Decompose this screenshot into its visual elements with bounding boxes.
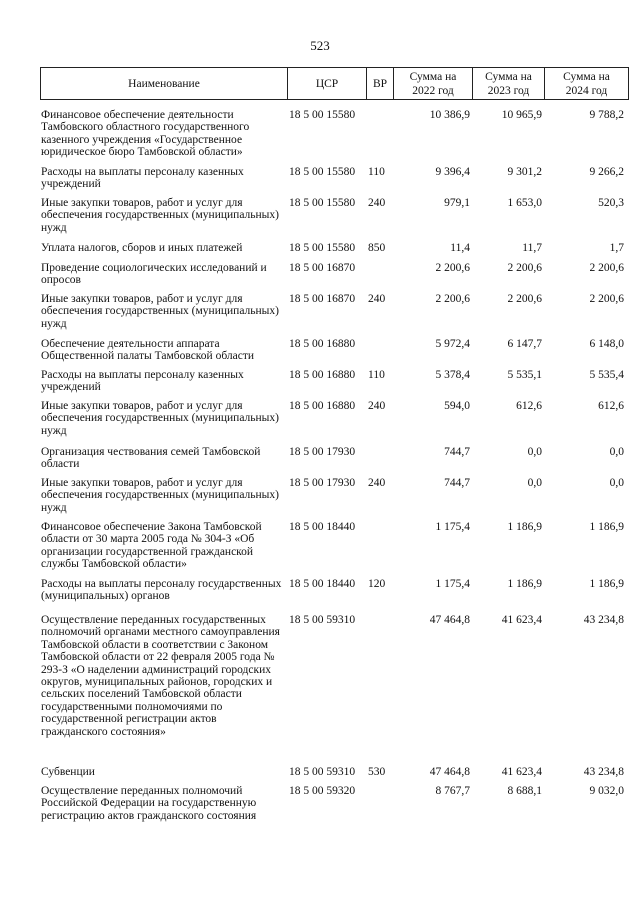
- row-sum-2022: 9 396,4: [435, 166, 470, 178]
- row-sum-2024: 2 200,6: [589, 262, 624, 274]
- row-sum-2023: 1 186,9: [507, 578, 542, 590]
- row-sum-2023: 0,0: [527, 446, 542, 458]
- row-csr-code: 18 5 00 15580: [289, 109, 356, 121]
- row-sum-2022: 5 378,4: [435, 369, 470, 381]
- row-sum-2023: 2 200,6: [507, 293, 542, 305]
- row-name: Расходы на выплаты персоналу государственных (муниципальных) органов: [41, 578, 282, 603]
- row-sum-2024: 520,3: [598, 197, 624, 209]
- header-sum-2023: Сумма на 2023 год: [473, 68, 545, 99]
- header-sum-2022: Сумма на 2022 год: [394, 68, 473, 99]
- header-vr: ВР: [367, 68, 394, 99]
- row-sum-2022: 1 175,4: [435, 521, 470, 533]
- row-sum-2023: 10 965,9: [501, 109, 542, 121]
- row-sum-2023: 11,7: [522, 242, 542, 254]
- row-sum-2023: 41 623,4: [501, 766, 542, 778]
- row-sum-2024: 9 788,2: [589, 109, 624, 121]
- row-sum-2023: 1 653,0: [507, 197, 542, 209]
- row-sum-2024: 1 186,9: [589, 521, 624, 533]
- row-sum-2024: 2 200,6: [589, 293, 624, 305]
- row-vr-code: 120: [368, 578, 386, 590]
- row-name: Осуществление переданных государственных полномочий органами местного самоуправления Тамбовской области в соответствии с Законом Тамбовской области от 22 февраля 2005 года № 293-З «О наделении администраций городских округов, муниципальных районов, городских и сельских поселений Тамбовской области государственными полномочиями по государственной регистрации актов гражданского состояния»: [41, 614, 280, 738]
- row-name: Иные закупки товаров, работ и услуг для обеспечения государственных (муниципальных) нужд: [41, 293, 279, 330]
- row-sum-2024: 43 234,8: [583, 766, 624, 778]
- row-sum-2022: 5 972,4: [435, 338, 470, 350]
- row-vr-code: 110: [368, 166, 385, 178]
- row-sum-2022: 979,1: [444, 197, 470, 209]
- row-sum-2022: 47 464,8: [429, 766, 470, 778]
- row-sum-2022: 744,7: [444, 477, 470, 489]
- row-csr-code: 18 5 00 18440: [289, 521, 356, 533]
- row-sum-2023: 2 200,6: [507, 262, 542, 274]
- row-sum-2023: 1 186,9: [507, 521, 542, 533]
- row-sum-2023: 5 535,1: [507, 369, 542, 381]
- row-vr-code: 850: [368, 242, 386, 254]
- row-sum-2024: 5 535,4: [589, 369, 624, 381]
- row-name: Финансовое обеспечение деятельности Тамбовского областного государственного казенного учреждения «Государственное юридическое бюро Тамбовской области»: [41, 109, 250, 159]
- row-sum-2022: 2 200,6: [435, 262, 470, 274]
- table-header: [40, 67, 629, 100]
- row-vr-code: 240: [368, 293, 386, 305]
- row-csr-code: 18 5 00 17930: [289, 446, 356, 458]
- row-name: Расходы на выплаты персоналу казенных учреждений: [41, 166, 244, 191]
- row-vr-code: 240: [368, 197, 386, 209]
- row-name: Иные закупки товаров, работ и услуг для обеспечения государственных (муниципальных) нужд: [41, 197, 279, 234]
- row-csr-code: 18 5 00 59310: [289, 766, 356, 778]
- row-sum-2022: 8 767,7: [435, 785, 470, 797]
- row-sum-2023: 612,6: [516, 400, 542, 412]
- header-name: Наименование: [41, 68, 288, 99]
- row-csr-code: 18 5 00 17930: [289, 477, 356, 489]
- row-csr-code: 18 5 00 15580: [289, 242, 356, 254]
- row-csr-code: 18 5 00 15580: [289, 166, 356, 178]
- row-sum-2023: 9 301,2: [507, 166, 542, 178]
- row-sum-2023: 0,0: [527, 477, 542, 489]
- row-csr-code: 18 5 00 16880: [289, 400, 356, 412]
- row-name: Организация чествования семей Тамбовской области: [41, 446, 261, 471]
- row-sum-2022: 11,4: [450, 242, 470, 254]
- header-csr: ЦСР: [288, 68, 367, 99]
- row-sum-2024: 0,0: [609, 446, 624, 458]
- row-sum-2022: 1 175,4: [435, 578, 470, 590]
- page-number: 523: [310, 38, 330, 53]
- row-sum-2022: 47 464,8: [429, 614, 470, 626]
- row-name: Осуществление переданных полномочий Российской Федерации на государственную регистрацию актов гражданского состояния: [41, 785, 257, 822]
- row-sum-2024: 1,7: [609, 242, 624, 254]
- row-name: Проведение социологических исследований и опросов: [41, 262, 267, 287]
- row-sum-2024: 43 234,8: [583, 614, 624, 626]
- row-sum-2024: 9 032,0: [589, 785, 624, 797]
- row-vr-code: 240: [368, 477, 386, 489]
- row-sum-2023: 8 688,1: [507, 785, 542, 797]
- row-name: Субвенции: [41, 766, 95, 778]
- row-sum-2024: 1 186,9: [589, 578, 624, 590]
- row-sum-2022: 10 386,9: [429, 109, 470, 121]
- row-sum-2022: 2 200,6: [435, 293, 470, 305]
- row-csr-code: 18 5 00 18440: [289, 578, 356, 590]
- row-sum-2024: 9 266,2: [589, 166, 624, 178]
- row-csr-code: 18 5 00 59310: [289, 614, 356, 626]
- row-sum-2023: 41 623,4: [501, 614, 542, 626]
- row-name: Расходы на выплаты персоналу казенных учреждений: [41, 369, 244, 394]
- row-csr-code: 18 5 00 15580: [289, 197, 356, 209]
- row-name: Уплата налогов, сборов и иных платежей: [41, 242, 243, 254]
- row-name: Иные закупки товаров, работ и услуг для обеспечения государственных (муниципальных) нужд: [41, 400, 279, 437]
- row-vr-code: 530: [368, 766, 386, 778]
- row-csr-code: 18 5 00 59320: [289, 785, 356, 797]
- row-sum-2024: 0,0: [609, 477, 624, 489]
- header-sum-2024: Сумма на 2024 год: [563, 70, 610, 97]
- row-csr-code: 18 5 00 16880: [289, 338, 356, 350]
- row-name: Обеспечение деятельности аппарата Общественной палаты Тамбовской области: [41, 338, 255, 363]
- row-name: Иные закупки товаров, работ и услуг для обеспечения государственных (муниципальных) нужд: [41, 477, 279, 514]
- row-sum-2023: 6 147,7: [507, 338, 542, 350]
- row-sum-2022: 594,0: [444, 400, 470, 412]
- row-sum-2024: 612,6: [598, 400, 624, 412]
- row-vr-code: 110: [368, 369, 385, 381]
- row-csr-code: 18 5 00 16870: [289, 262, 356, 274]
- row-csr-code: 18 5 00 16870: [289, 293, 356, 305]
- row-vr-code: 240: [368, 400, 386, 412]
- row-csr-code: 18 5 00 16880: [289, 369, 356, 381]
- row-sum-2022: 744,7: [444, 446, 470, 458]
- row-name: Финансовое обеспечение Закона Тамбовской области от 30 марта 2005 года № 304-З «Об организации государственной гражданской службы Тамбовской области»: [41, 521, 262, 571]
- row-sum-2024: 6 148,0: [589, 338, 624, 350]
